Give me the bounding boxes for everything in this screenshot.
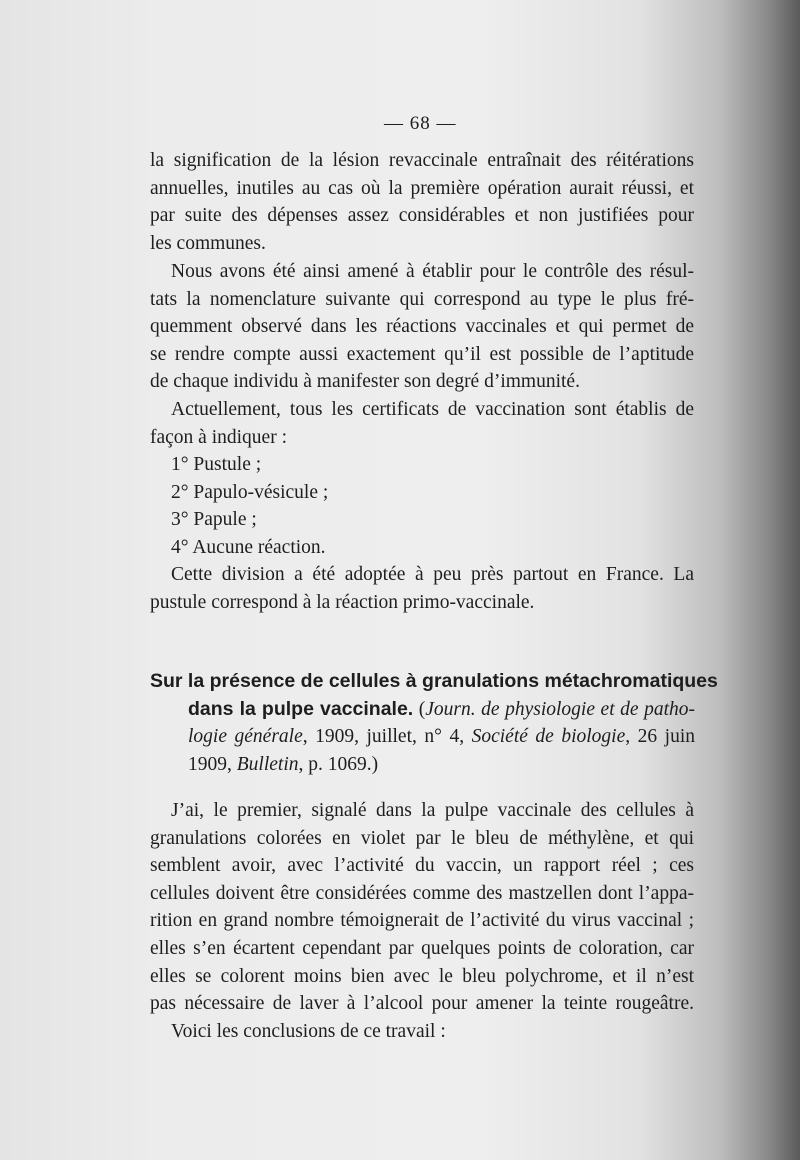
text-line: quemment observé dans les réactions vaccinales et qui permet de (150, 316, 694, 338)
text-line: se rendre compte aussi exactement qu’il est possible de l’aptitude (150, 343, 694, 365)
reference-bulletin: Bulletin (236, 753, 299, 775)
list-item: 1° Pustule ; (171, 454, 262, 475)
list-item: 3° Papule ; (171, 509, 257, 531)
text-line: façon à indiquer : (150, 426, 287, 448)
text-line: la signification de la lésion revaccinale entraînait des réitérations (150, 150, 694, 171)
text-line: semblent avoir, avec l’activité du vaccin, un rapport réel ; ces (150, 855, 694, 877)
text-line: Nous avons été ainsi amené à établir pour le contrôle des résul- (171, 261, 694, 282)
reference-year: 1909, (188, 753, 237, 775)
text-line: J’ai, le premier, signalé dans la pulpe vaccinale des cellules à (171, 800, 694, 821)
text-line: rition en grand nombre témoignerait de l’activité du virus vaccinal ; (150, 910, 694, 932)
text-line: annuelles, inutiles au cas où la première opération aurait réussi, et (150, 177, 694, 199)
reference-date: , 26 juin (625, 726, 696, 748)
text-line: pas nécessaire de laver à l’alcool pour amener la teinte rougeâtre. (150, 993, 694, 1015)
text-line: Actuellement, tous les certificats de vaccination sont établis de (171, 399, 694, 420)
reference-journal: Journ. de physiologie et de patho- (425, 698, 695, 720)
text-line: Cette division a été adoptée à peu près partout en France. La (171, 564, 694, 585)
paragraph-division (150, 561, 694, 616)
reference-journal-cont: logie générale (188, 726, 303, 748)
page-number: — 68 — (384, 113, 457, 134)
text-line: par suite des dépenses assez considérables et non justifiées pour (150, 205, 694, 227)
text-line: tats la nomenclature suivante qui correspond au type le plus fré- (150, 288, 694, 310)
paragraph-certificates (150, 396, 694, 451)
text-line: pustule correspond à la réaction primo-vaccinale. (150, 591, 535, 613)
list-item: 2° Papulo-vésicule ; (171, 481, 329, 503)
list-item: 4° Aucune réaction. (171, 536, 326, 558)
text-line: Voici les conclusions de ce travail : (171, 1020, 446, 1042)
heading-title-end: dans la pulpe vaccinale. (188, 697, 414, 720)
heading-line (150, 696, 695, 724)
text-line: de chaque individu à manifester son degré d’immunité. (150, 371, 580, 393)
paragraph-nomenclature (150, 258, 694, 396)
text-line: les communes. (150, 232, 266, 254)
reference-open: ( (413, 698, 426, 720)
text-line: cellules doivent être considérées comme des mastzellen dont l’appa- (150, 882, 694, 904)
text-line: elles se colorent moins bien avec le bleu polychrome, et il n’est (150, 965, 694, 987)
text-line: elles s’en écartent cependant par quelques points de coloration, car (150, 937, 694, 959)
paragraph-findings (150, 797, 694, 1045)
text-line: granulations colorées en violet par le bleu de méthylène, et qui (150, 827, 694, 849)
reference-page: , p. 1069.) (298, 753, 379, 775)
reference-details: , 1909, juillet, n° 4, (302, 726, 472, 748)
reaction-list (150, 451, 694, 561)
reference-society: Société de biologie (471, 726, 626, 748)
paragraph-continuation (150, 147, 694, 257)
section-heading (150, 668, 718, 778)
heading-line (150, 723, 695, 751)
heading-line: Sur la présence de cellules à granulations métachromatiques (150, 670, 718, 692)
heading-line (150, 751, 695, 779)
